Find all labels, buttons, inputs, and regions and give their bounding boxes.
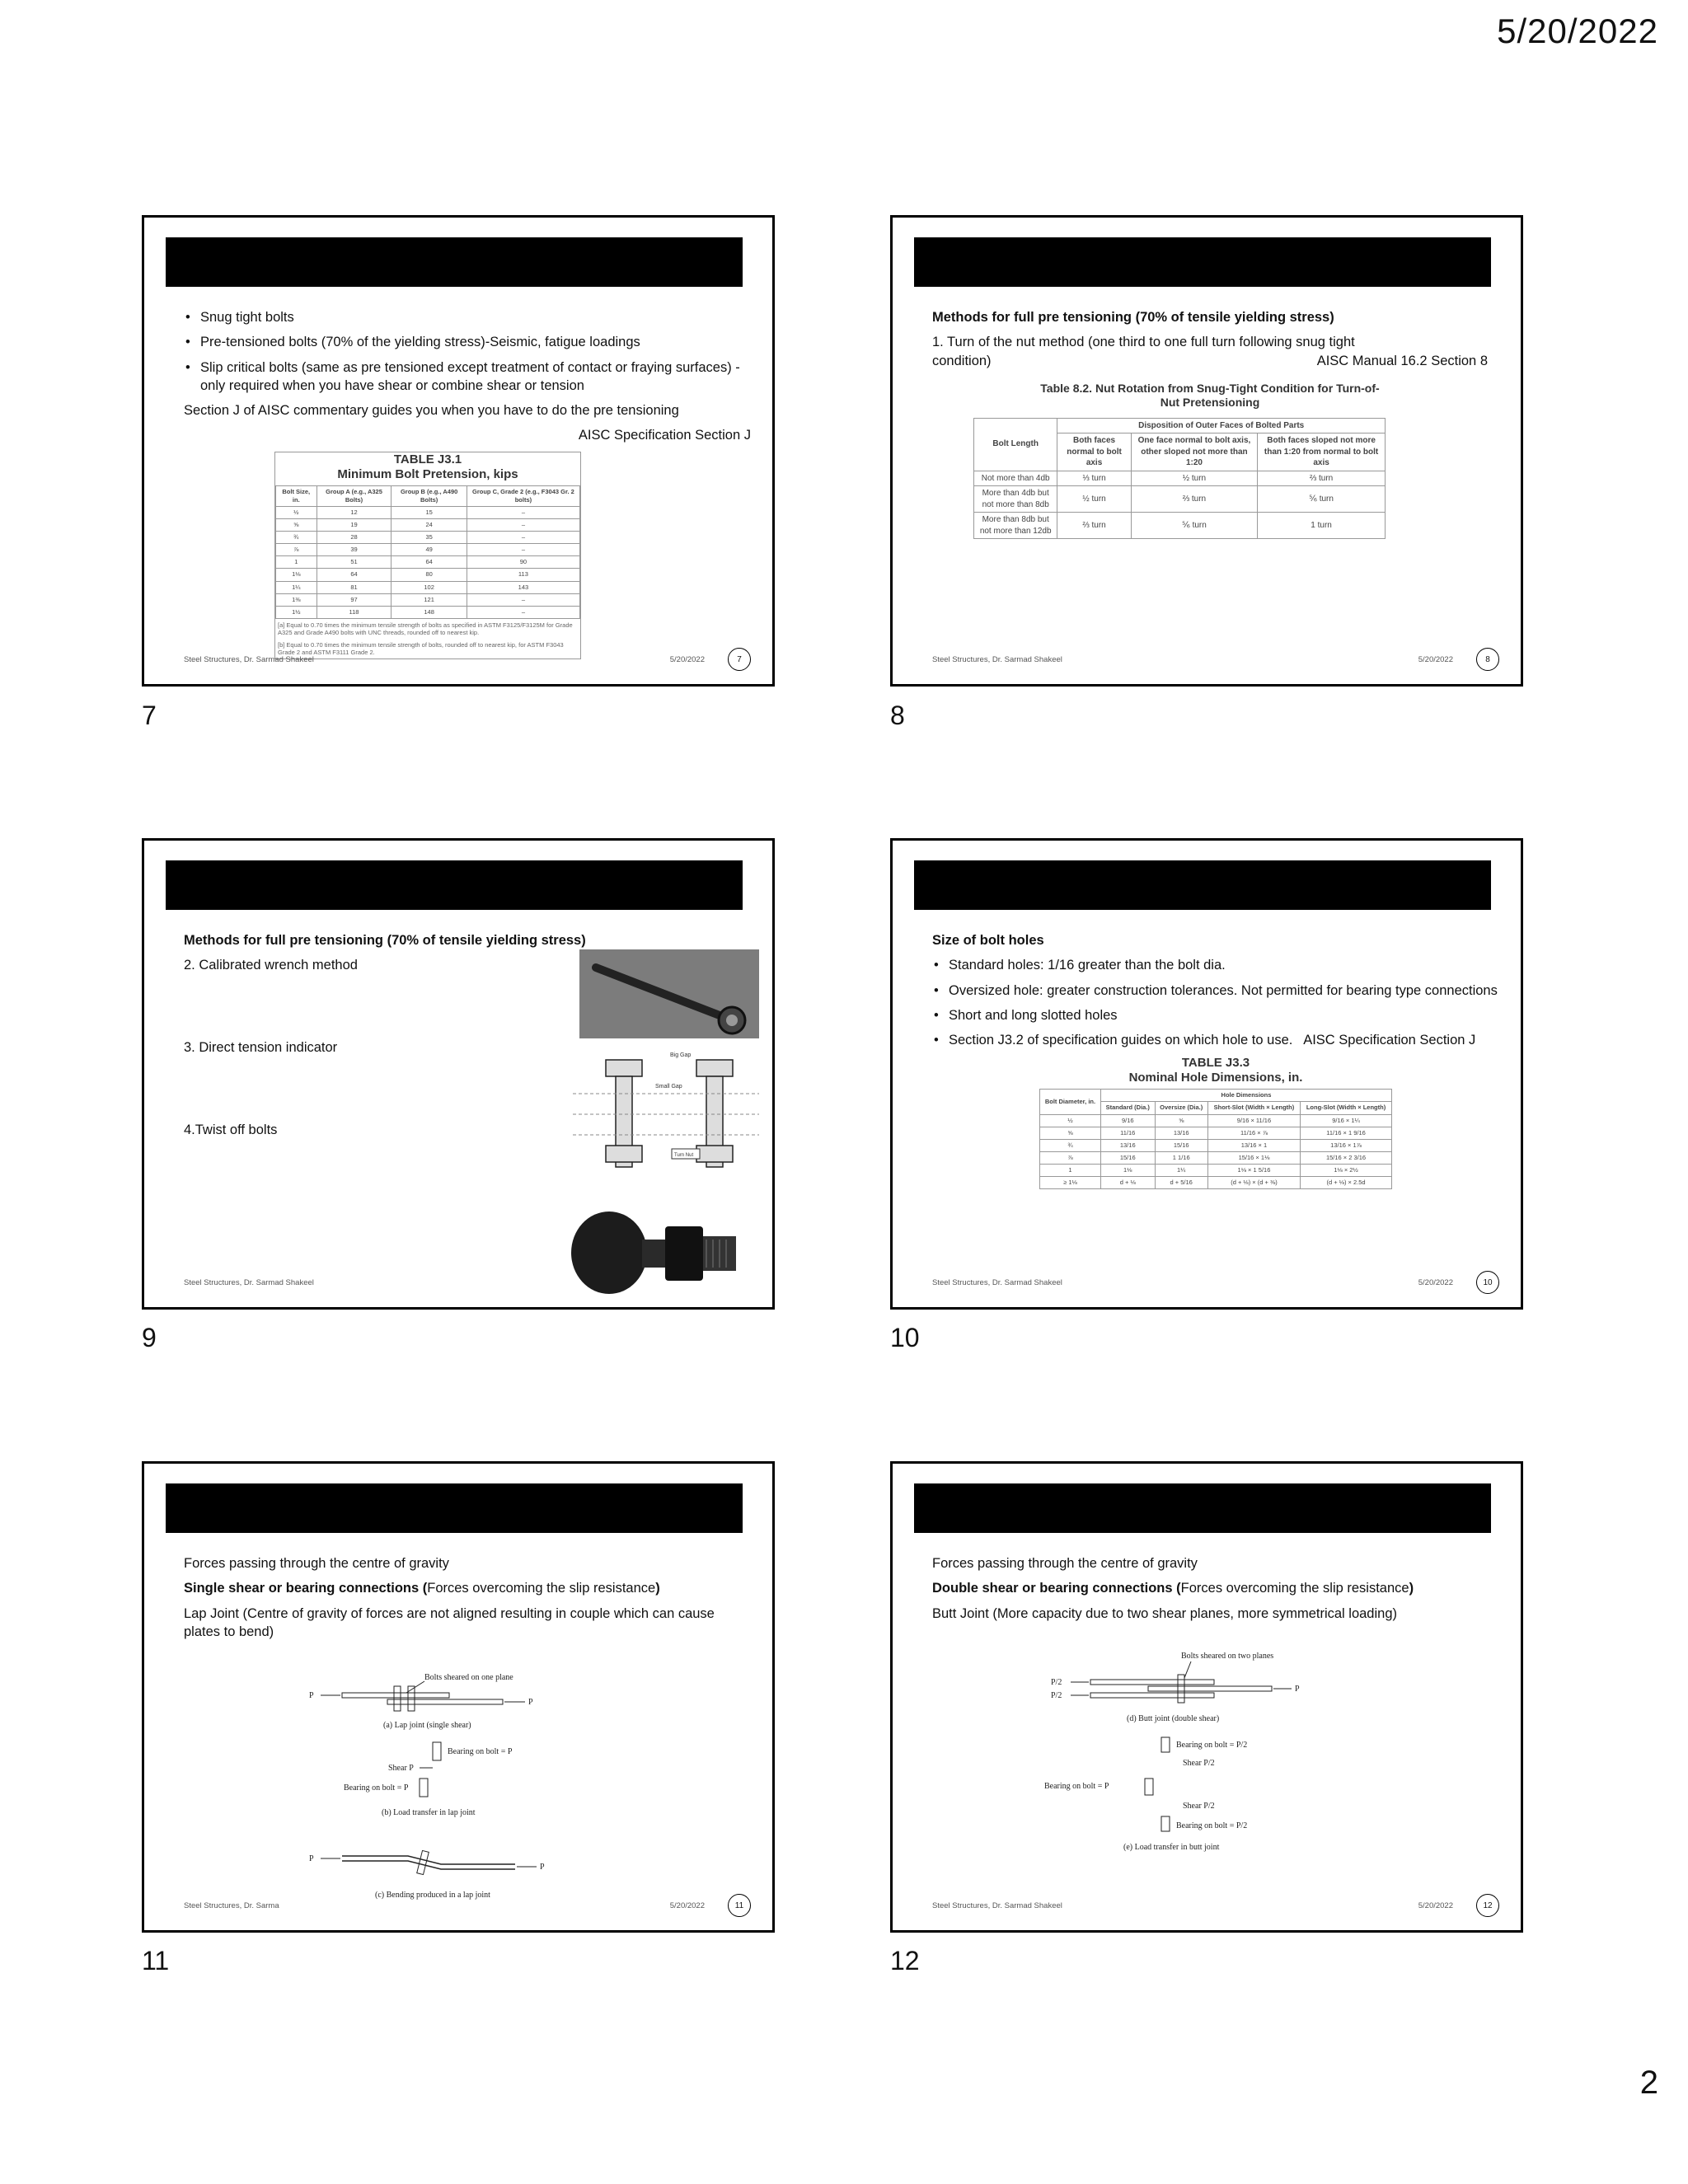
- table-cell: ⅔ turn: [1131, 486, 1257, 513]
- table-cell: 9/16 × 1¼: [1301, 1114, 1392, 1127]
- table-cell: d + ⅛: [1100, 1177, 1155, 1189]
- table-cell: ⅚ turn: [1258, 486, 1386, 513]
- table-cell: 15: [392, 506, 467, 518]
- table-group-header: Hole Dimensions: [1100, 1090, 1391, 1102]
- table-cell: ⅔ turn: [1258, 471, 1386, 486]
- table-cell: 148: [392, 606, 467, 618]
- table-row: [276, 532, 580, 544]
- table-cell: 35: [392, 532, 467, 544]
- table-cell: –: [467, 518, 579, 531]
- reference: AISC Specification Section J: [1303, 1033, 1476, 1048]
- bullet: • Slip critical bolts (same as pre tensioned except treatment of contact or fraying surfaces) -only required when you have shear or combine shear or tension: [184, 359, 751, 396]
- slide-title-bar: [166, 860, 743, 910]
- lap-joint-diagram: [309, 1668, 606, 1915]
- force-label: P/2: [1051, 1691, 1062, 1700]
- table-cell: –: [467, 593, 579, 606]
- table-row: [276, 569, 580, 581]
- table-cell: 64: [392, 556, 467, 569]
- table-cell: ⅞: [1040, 1151, 1101, 1164]
- force-p-label: P: [540, 1863, 545, 1872]
- table-header: Bolt Size, in.: [276, 485, 317, 506]
- table-row: [1040, 1127, 1392, 1139]
- force-label: P/2: [1051, 1678, 1062, 1687]
- table-cell: 1⅜: [276, 593, 317, 606]
- table-cell: 11/16 × ⅞: [1207, 1127, 1300, 1139]
- slide-number: 7: [728, 648, 751, 671]
- table-cell: ½: [1040, 1114, 1101, 1127]
- table-cell: 113: [467, 569, 579, 581]
- table-cell: ⅝: [1040, 1127, 1101, 1139]
- footer-date: 5/20/2022: [1418, 655, 1453, 664]
- table-header: Bolt Length: [974, 418, 1057, 471]
- table-header: Group B (e.g., A490 Bolts): [392, 485, 467, 506]
- table-group-header: Disposition of Outer Faces of Bolted Parts: [1057, 418, 1386, 434]
- table-cell: ½ turn: [1057, 486, 1131, 513]
- method-item: 2. Calibrated wrench method: [184, 958, 358, 972]
- force-p-label: P: [528, 1698, 533, 1707]
- table-cell: 19: [316, 518, 392, 531]
- table-cell: 1 turn: [1258, 513, 1386, 539]
- diagram-label: Bearing on bolt = P/2: [1176, 1821, 1248, 1830]
- table-cell: 64: [316, 569, 392, 581]
- table-cell: More than 8db but not more than 12db: [974, 513, 1057, 539]
- connection-type-normal: Forces overcoming the slip resistance: [427, 1581, 656, 1596]
- table-header: Both faces normal to bolt axis: [1057, 434, 1131, 471]
- footer-author: Steel Structures, Dr. Sarmad Shakeel: [932, 1278, 1062, 1287]
- table-cell: 39: [316, 544, 392, 556]
- table-cell: ⅝: [1155, 1114, 1207, 1127]
- table-cell: 13/16 × 1: [1207, 1139, 1300, 1151]
- bullet: • Snug tight bolts: [184, 308, 751, 326]
- diagram-label: Bearing on bolt = P: [448, 1747, 513, 1756]
- slide-10: [890, 838, 1523, 1310]
- table-cell: 1 1/16: [1155, 1151, 1207, 1164]
- diagram-label: Bolts sheared on two planes: [1181, 1652, 1274, 1661]
- table-header: Group A (e.g., A325 Bolts): [316, 485, 392, 506]
- table-cell: 15/16: [1100, 1151, 1155, 1164]
- table-row: [974, 486, 1386, 513]
- force-p-label: P: [1295, 1685, 1300, 1694]
- table-cell: ½ turn: [1131, 471, 1257, 486]
- body-text: Forces passing through the centre of gravity: [932, 1556, 1198, 1571]
- table-cell: –: [467, 606, 579, 618]
- table-cell: 81: [316, 581, 392, 593]
- slide-title-bar: [914, 860, 1491, 910]
- table-cell: 12: [316, 506, 392, 518]
- table-row: [276, 544, 580, 556]
- slide-title-bar: [914, 1483, 1491, 1533]
- table-cell: 143: [467, 581, 579, 593]
- table-cell: 102: [392, 581, 467, 593]
- table-cell: 1⅛ × 2½: [1301, 1165, 1392, 1177]
- slide-9: [142, 838, 775, 1310]
- table-title: TABLE J3.1: [393, 452, 462, 466]
- small-gap-label: Small Gap: [655, 1084, 682, 1090]
- date-header: 5/20/2022: [1497, 12, 1658, 50]
- slide-8: [890, 215, 1523, 687]
- table-cell: 1⅛: [1100, 1165, 1155, 1177]
- table-cell: 1¼: [1155, 1165, 1207, 1177]
- slide-number: 8: [1476, 648, 1499, 671]
- table-header: Oversize (Dia.): [1155, 1102, 1207, 1114]
- direct-tension-indicator-diagram: [573, 1048, 759, 1188]
- table-cell: 1: [1040, 1165, 1101, 1177]
- slide-label: 12: [890, 1946, 920, 1975]
- table-cell: –: [467, 544, 579, 556]
- table-cell: 11/16 × 1 9/16: [1301, 1127, 1392, 1139]
- bullet: • Pre-tensioned bolts (70% of the yielding stress)-Seismic, fatigue loadings: [184, 333, 751, 351]
- table-cell: ⅔ turn: [1057, 513, 1131, 539]
- table-cell: 13/16: [1100, 1139, 1155, 1151]
- table-cell: 121: [392, 593, 467, 606]
- table-body: [276, 506, 580, 618]
- table-cell: ¾: [1040, 1139, 1101, 1151]
- footer-author: Steel Structures, Dr. Sarmad Shakeel: [932, 655, 1062, 664]
- slide-content: [932, 931, 1506, 1189]
- footer-author: Steel Structures, Dr. Sarma: [184, 1901, 279, 1910]
- diagram-label: Bearing on bolt = P: [344, 1783, 409, 1793]
- table-j3-3: [1039, 1056, 1392, 1189]
- table-cell: 15/16 × 2 3/16: [1301, 1151, 1392, 1164]
- twist-off-bolt-photo: [566, 1203, 762, 1302]
- table-header: Both faces sloped not more than 1:20 from normal to bolt axis: [1258, 434, 1386, 471]
- table-cell: 1: [276, 556, 317, 569]
- footer-date: 5/20/2022: [1418, 1901, 1453, 1910]
- table-j3-1: [274, 452, 581, 659]
- butt-joint-diagram: [1041, 1647, 1338, 1894]
- bullet: • Standard holes: 1/16 greater than the bolt dia.: [932, 956, 1506, 974]
- table-cell: 1⅛ × 1 5/16: [1207, 1165, 1300, 1177]
- table-cell: 24: [392, 518, 467, 531]
- connection-type-end: ): [655, 1581, 660, 1596]
- table-header: One face normal to bolt axis, other sloped not more than 1:20: [1131, 434, 1257, 471]
- table-cell: 9/16 × 11/16: [1207, 1114, 1300, 1127]
- force-p-label: P: [309, 1854, 314, 1863]
- page-number: 2: [1639, 2064, 1658, 2101]
- table-header: Group C, Grade 2 (e.g., F3043 Gr. 2 bolts): [467, 485, 579, 506]
- reference: AISC Specification Section J: [578, 428, 751, 443]
- table-note: [b] Equal to 0.70 times the minimum tensile strength of bolts, rounded off to nearest kip, for ASTM F3043 Grade 2 and ASTM F3111 Grade 2.: [278, 640, 564, 656]
- slide-11: [142, 1461, 775, 1933]
- table-row: [1040, 1151, 1392, 1164]
- slide-label: 10: [890, 1323, 920, 1352]
- body-text: Butt Joint (More capacity due to two shear planes, more symmetrical loading): [932, 1605, 1397, 1621]
- table-cell: –: [467, 532, 579, 544]
- table-row: [1040, 1177, 1392, 1189]
- body-text: Forces passing through the centre of gravity: [184, 1556, 449, 1571]
- reference: AISC Manual 16.2 Section 8: [1316, 353, 1488, 368]
- diagram-caption: (d) Butt joint (double shear): [1127, 1714, 1220, 1723]
- big-gap-label: Big Gap: [670, 1052, 692, 1058]
- bullet: [932, 1031, 1506, 1049]
- slide-content: [184, 1554, 751, 1647]
- table-subtitle: Nominal Hole Dimensions, in.: [1128, 1071, 1303, 1085]
- slide-number: 10: [1476, 1271, 1499, 1294]
- table-cell: 15/16 × 1⅛: [1207, 1151, 1300, 1164]
- table-subtitle: Minimum Bolt Pretension, kips: [337, 466, 518, 481]
- table-cell: 90: [467, 556, 579, 569]
- connection-type-bold: Double shear or bearing connections (: [932, 1581, 1181, 1596]
- table-note: [a] Equal to 0.70 times the minimum tensile strength of bolts as specified in ASTM F3125/F3125M for Grade A325 and Grade A490 bolts with UNC threads, rounded off to nearest kip.: [278, 621, 573, 636]
- diagram-label: Bearing on bolt = P/2: [1176, 1741, 1248, 1750]
- table-cell: 1⅛: [276, 569, 317, 581]
- table-cell: 11/16: [1100, 1127, 1155, 1139]
- table-cell: 51: [316, 556, 392, 569]
- table-cell: d + 5/16: [1155, 1177, 1207, 1189]
- table-cell: 97: [316, 593, 392, 606]
- slide-title-bar: [166, 1483, 743, 1533]
- slide-label: 9: [142, 1323, 157, 1352]
- turn-nut-label: Turn Nut: [674, 1153, 694, 1158]
- table-header: Bolt Diameter, in.: [1040, 1090, 1101, 1114]
- table-cell: Not more than 4db: [974, 471, 1057, 486]
- slide-heading: Methods for full pre tensioning (70% of tensile yielding stress): [184, 933, 586, 948]
- footer-date: 5/20/2022: [669, 655, 705, 664]
- slide-content: [184, 308, 751, 659]
- footer-date: 5/20/2022: [669, 1901, 705, 1910]
- slide-label: 8: [890, 701, 905, 730]
- table-body: [1040, 1114, 1392, 1189]
- diagram-label: Bolts sheared on one plane: [424, 1673, 513, 1682]
- bullet: • Short and long slotted holes: [932, 1006, 1506, 1024]
- connection-type-normal: Forces overcoming the slip resistance: [1180, 1581, 1409, 1596]
- table-row: [276, 606, 580, 618]
- slide-number: 11: [728, 1894, 751, 1917]
- table-row: [1040, 1165, 1392, 1177]
- table-cell: ¾: [276, 532, 317, 544]
- table-row: [276, 581, 580, 593]
- slide-12: [890, 1461, 1523, 1933]
- table-cell: 118: [316, 606, 392, 618]
- footer-author: Steel Structures, Dr. Sarmad Shakeel: [184, 1278, 314, 1287]
- table-row: [276, 506, 580, 518]
- connection-type-end: ): [1409, 1581, 1414, 1596]
- table-row: [276, 518, 580, 531]
- connection-type-bold: Single shear or bearing connections (: [184, 1581, 428, 1596]
- table-cell: ⅞: [276, 544, 317, 556]
- bullet-text: Section J3.2 of specification guides on which hole to use.: [949, 1033, 1293, 1048]
- table-header: Standard (Dia.): [1100, 1102, 1155, 1114]
- slide-heading: Size of bolt holes: [932, 933, 1044, 948]
- slide-title-bar: [914, 237, 1491, 287]
- table-cell: 80: [392, 569, 467, 581]
- table-body: [974, 471, 1386, 539]
- table-cell: 1¼: [276, 581, 317, 593]
- method-item: 1. Turn of the nut method (one third to one full turn following snug tight condition): [932, 335, 1355, 368]
- table-cell: 49: [392, 544, 467, 556]
- slide-heading: Methods for full pre tensioning (70% of tensile yielding stress): [932, 310, 1334, 325]
- table-title: Table 8.2. Nut Rotation from Snug-Tight Condition for Turn-of-Nut Pretensioning: [1040, 382, 1380, 409]
- table-cell: 9/16: [1100, 1114, 1155, 1127]
- table-row: [1040, 1139, 1392, 1151]
- table-cell: ⅚ turn: [1131, 513, 1257, 539]
- body-text: Section J of AISC commentary guides you when you have to do the pre tensioning: [184, 403, 679, 419]
- diagram-label: Shear P: [388, 1764, 414, 1773]
- table-cell: ⅓ turn: [1057, 471, 1131, 486]
- force-p-label: P: [309, 1691, 314, 1700]
- footer-author: Steel Structures, Dr. Sarmad Shakeel: [932, 1901, 1062, 1910]
- footer-date: 5/20/2022: [1418, 1278, 1453, 1287]
- method-item: 3. Direct tension indicator: [184, 1040, 338, 1055]
- table-cell: 28: [316, 532, 392, 544]
- table-header: Short-Slot (Width × Length): [1207, 1102, 1300, 1114]
- diagram-caption: (a) Lap joint (single shear): [383, 1721, 471, 1730]
- table-header: Long-Slot (Width × Length): [1301, 1102, 1392, 1114]
- slide-7: [142, 215, 775, 687]
- table-row: [974, 513, 1386, 539]
- diagram-caption: (c) Bending produced in a lap joint: [375, 1891, 490, 1900]
- slide-number: 12: [1476, 1894, 1499, 1917]
- table-cell: 13/16 × 1⅞: [1301, 1139, 1392, 1151]
- diagram-label: Shear P/2: [1183, 1759, 1215, 1768]
- bullet: • Oversized hole: greater construction tolerances. Not permitted for bearing type connections: [932, 982, 1506, 1000]
- body-text: Lap Joint (Centre of gravity of forces are not aligned resulting in couple which can cause plates to bend): [184, 1605, 715, 1639]
- table-cell: ½: [276, 506, 317, 518]
- diagram-label: Bearing on bolt = P: [1044, 1782, 1109, 1791]
- table-cell: –: [467, 506, 579, 518]
- footer-author: Steel Structures, Dr. Sarmad Shakeel: [184, 655, 314, 664]
- slide-content: [932, 308, 1488, 539]
- connection-type: [932, 1579, 1499, 1597]
- method-item: 4.Twist off bolts: [184, 1122, 278, 1137]
- table-cell: 13/16: [1155, 1127, 1207, 1139]
- table-cell: (d + ⅛) × (d + ⅜): [1207, 1177, 1300, 1189]
- table-cell: 15/16: [1155, 1139, 1207, 1151]
- table-row: [276, 556, 580, 569]
- table-cell: ≥ 1⅛: [1040, 1177, 1101, 1189]
- slide-label: 7: [142, 701, 157, 730]
- table-8-2: [973, 418, 1386, 540]
- diagram-caption: (b) Load transfer in lap joint: [382, 1808, 476, 1817]
- table-row: [1040, 1114, 1392, 1127]
- table-title: TABLE J3.3: [1181, 1056, 1250, 1071]
- diagram-caption: (e) Load transfer in butt joint: [1123, 1843, 1220, 1852]
- slide-content: [932, 1554, 1499, 1629]
- table-row: [974, 471, 1386, 486]
- table-row: [276, 593, 580, 606]
- diagram-label: Shear P/2: [1183, 1802, 1215, 1811]
- table-cell: ⅝: [276, 518, 317, 531]
- slide-title-bar: [166, 237, 743, 287]
- calibrated-wrench-photo: [579, 949, 759, 1038]
- table-cell: More than 4db but not more than 8db: [974, 486, 1057, 513]
- table-cell: (d + ⅛) × 2.5d: [1301, 1177, 1392, 1189]
- slide-label: 11: [142, 1946, 170, 1975]
- table-cell: 1½: [276, 606, 317, 618]
- connection-type: [184, 1579, 751, 1597]
